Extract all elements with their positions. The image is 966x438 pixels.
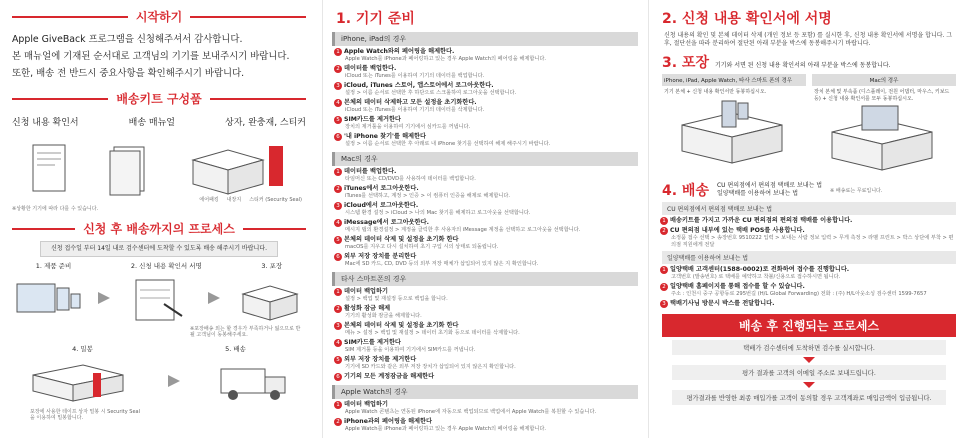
- down-arrow-icon: [803, 357, 815, 363]
- prep-step-title: 데이터를 백업한다.: [344, 65, 397, 72]
- prep-step-title: Apple Watch와의 페어링을 해제한다.: [344, 48, 455, 55]
- step-number-badge: 6: [334, 253, 342, 261]
- prep-step: [334, 133, 636, 148]
- intro-text: [0, 33, 318, 80]
- steps-bottom-illustrations: [6, 355, 312, 407]
- prep-step-title: 본체의 데이터 삭제 및 설정을 초기화 한다: [344, 322, 459, 329]
- step-label: 5. 배송: [225, 345, 246, 353]
- prep-step: [334, 373, 636, 381]
- prep-step-desc: 설정 > 이름 순서로 선택한 후 하단으로 스크롤하여 로그아웃을 선택합니다.: [345, 90, 517, 96]
- column-divider: [322, 0, 323, 438]
- document-illustration: [25, 141, 75, 196]
- sign-title: 2. 신청 내용 확인서에 서명: [662, 11, 832, 27]
- prep-step-desc: Apple Watch를 iPhone과 페어링하고 있는 경우 Apple Watch의 페어링을 해제합니다.: [345, 426, 547, 432]
- prep-step-desc: 설정 > 이름 순서로 선택한 후 아래로 내 iPhone 찾기를 선택하여 해제 해주시기 바랍니다.: [345, 141, 551, 147]
- final-step: 평가결과를 반영한 최종 매입가를 고객이 동의할 경우 고객계좌로 매입금액이 입금됩니다.: [672, 390, 946, 405]
- prep-step-title: 데이터를 백업한다.: [344, 168, 397, 175]
- step-label: 2. 신청 내용 확인서 서명: [130, 262, 202, 270]
- truck-illustration: [215, 359, 295, 403]
- prep-step: [334, 219, 636, 234]
- pack-case-header: Mac의 경우: [812, 74, 956, 86]
- prep-step: [334, 185, 636, 200]
- mac-pack-illustration: [812, 104, 952, 174]
- prep-step-desc: SIM 제거툴 등을 이용하여 기기에서 SIM카드를 꺼냅니다.: [345, 347, 476, 353]
- prep-step-desc: 설정 > 백업 및 재설정 등으로 백업을 합니다.: [345, 296, 448, 302]
- prep-step-title: iCloud, iTunes 스토어, 앱스토어에서 로그아웃한다.: [344, 82, 494, 89]
- step-label: 4. 밀봉: [72, 345, 93, 353]
- ilyang-item: 1 일양택배 고객센터(1588-0002)로 전화하여 접수를 진행합니다. 고객번호 (발송번호) 로 택배를 예약하고 착불/신용으로 접수하시면 됩니다.: [660, 266, 958, 281]
- cu-item: 1 배송키트를 가지고 가까운 CU 편의점의 편의점 택배를 이용합니다.: [660, 217, 958, 225]
- prep-step-desc: Apple Watch를 iPhone과 페어링하고 있는 경우 Apple Watch의 페어링을 해제합니다.: [345, 56, 547, 62]
- cu-header: CU 편의점에서 편의점 택배로 보내는 법: [662, 202, 956, 215]
- step-number-badge: 5: [334, 236, 342, 244]
- pack-desc: 기기와 서면 된 신청 내용 확인서의 아래 부분을 박스에 동봉합니다.: [714, 62, 891, 69]
- prep-step-title: 본체의 데이터 삭제하고 모든 설정을 초기화한다.: [344, 99, 477, 106]
- prep-step: [334, 99, 636, 114]
- prep-step: [334, 322, 636, 337]
- steps-top: [6, 261, 312, 270]
- prep-step: [334, 288, 636, 303]
- step-number-badge: 2: [334, 418, 342, 426]
- ilyang-item: 3 택배기사님 방문시 박스를 전달합니다.: [660, 300, 958, 308]
- ship-heading: [662, 180, 956, 200]
- pack-cases: [662, 74, 956, 178]
- step-number-badge: 5: [334, 116, 342, 124]
- step-number-badge: 2: [334, 185, 342, 193]
- kit-caption: 내장지: [226, 197, 242, 203]
- kit-captions: [16, 196, 302, 203]
- prep-step: [334, 168, 636, 183]
- box-illustration: [183, 138, 293, 196]
- prep-step-title: 활성화 잠금 해제: [344, 305, 391, 312]
- prep-step-desc: macOS를 지우고 다시 설치하여 초기 구입 시의 상태로 되돌립니다.: [345, 244, 499, 250]
- step-number-badge: 4: [334, 339, 342, 347]
- kit-illustrations: [10, 134, 308, 196]
- arrow-icon: [168, 375, 180, 387]
- intro-line: 또한, 배송 전 반드시 중요사항을 확인해주시기 바랍니다.: [12, 68, 245, 79]
- prep-group-header: 타사 스마트폰의 경우: [332, 272, 638, 286]
- prep-step: [334, 401, 636, 416]
- kit-note: ※상황한 기기에 따라 다를 수 있습니다.: [12, 206, 99, 212]
- prep-step-title: 외부 저장 장치를 분리한다: [344, 253, 417, 260]
- pack-title: 3. 포장: [662, 55, 709, 71]
- process-header: [12, 220, 306, 237]
- packing-illustration: [235, 274, 305, 322]
- step-number-badge: 6: [334, 373, 342, 381]
- prep-step: [334, 418, 636, 433]
- ilyang-header: 일양택배를 이용하여 보내는 법: [662, 251, 956, 264]
- pack-case-header: iPhone, iPad, Apple Watch, 타사 스마트 폰의 경우: [662, 74, 806, 86]
- intro-line: Apple GiveBack 프로그램을 신청해주셔서 감사합니다.: [12, 34, 243, 45]
- pack-case-mac: [812, 74, 956, 178]
- final-step: 택배가 검수센터에 도착하면 검수를 실시합니다.: [672, 340, 946, 355]
- prep-step-desc: Mac에 SD 카드, CD, DVD 등의 외부 저장 매체가 삽입되어 있지 않은 지 확인합니다.: [345, 261, 539, 267]
- prep-step-desc: 타임머신 또는 CD/DVD를 사용하여 데이터를 백업합니다.: [345, 176, 476, 182]
- prep-step-desc: iCloud 또는 iTunes를 이용하여 기기의 데이터를 삭제합니다.: [345, 107, 485, 113]
- prep-step-desc: 기기의 활성화 잠금을 해제합니다.: [345, 313, 422, 319]
- prep-step-desc: 메뉴 > 설정 > 백업 및 재설정 > 데이터 초기화 등으로 데이터를 삭제합니다.: [345, 330, 520, 336]
- ship-note: ※ 배송료는 무료입니다.: [830, 187, 883, 194]
- step-number-badge: 1: [334, 288, 342, 296]
- arrow-icon: [208, 292, 220, 304]
- pack-case-text: 기기 본체 + 신청 내용 확인서만 동봉하십시오.: [664, 89, 767, 95]
- signing-illustration: [124, 274, 194, 322]
- cu-item: 2 CU 편의점 내부에 있는 택배 POS를 사용합니다. 소정품 접수 선택 > 송장번호 9510222 입력 > 보내는 사람 정보 입력 > 무게 측정 > 라벨 프린트 > 박스 상단에 부착 > 편의점 직원에게 전달: [660, 227, 958, 249]
- prep-step: [334, 48, 636, 63]
- pack-note: ※포장배송 외는 할 경우가 부족하거나 잃으므로 반 될 고객님이 동봉해주세요.: [190, 326, 301, 338]
- ship-title: 4. 배송: [662, 183, 709, 199]
- prep-step: [334, 356, 636, 371]
- column-divider: [648, 0, 649, 438]
- kit-caption: 스티커 (Security Seal): [249, 197, 302, 203]
- step-label: 1. 제품 준비: [35, 262, 72, 270]
- ship-option: CU 편의점에서 편의점 택배로 보내는 법: [716, 182, 823, 189]
- pack-case-text: 장치 본체 및 부속품 (디스플레이, 전원 어댑터, 마우스, 키보드 등) + 신청 내용 확인서를 모두 동봉하십시오.: [814, 89, 950, 102]
- prep-step-title: 외부 저장 장치를 제거한다: [344, 356, 417, 363]
- prep-step-desc: 메시지 탭의 환경설정 > 계정을 클릭한 후 사용자의 iMessage 계정을 선택하고 로그아웃을 선택합니다.: [345, 227, 581, 233]
- prep-group-header: iPhone, iPad의 경우: [332, 32, 638, 46]
- steps-bottom: [6, 344, 312, 353]
- prep-step: [334, 305, 636, 320]
- step-number-badge: 2: [334, 65, 342, 73]
- prep-groups: [326, 32, 644, 433]
- step-number-badge: 4: [334, 219, 342, 227]
- seal-note: 포장에 사용한 테이프 상자 밀봉 시 Security Seal을 이용하여 밀봉합니다.: [30, 409, 140, 421]
- prep-step-title: SIM카드를 제거한다: [344, 339, 401, 346]
- kit-item-label: 신청 내용 확인서: [12, 118, 79, 128]
- prep-step: [334, 253, 636, 268]
- prep-step: [334, 82, 636, 97]
- prep-group-header: Mac의 경우: [332, 152, 638, 166]
- prep-step-desc: 장치의 제거툴을 이용하여 기기에서 심카드를 꺼냅니다.: [345, 124, 471, 130]
- prep-step: [334, 116, 636, 131]
- steps-top-illustrations: [6, 272, 312, 324]
- start-header: [12, 8, 306, 25]
- mobile-pack-illustration: [662, 97, 802, 167]
- step-number-badge: 3: [334, 322, 342, 330]
- process-title: 신청 후 배송까지의 프로세스: [83, 222, 235, 236]
- kit-labels: [12, 115, 306, 128]
- kit-header: [12, 90, 306, 107]
- arrow-icon: [98, 292, 110, 304]
- start-title: 시작하기: [135, 10, 183, 24]
- prep-group-header: Apple Watch의 경우: [332, 385, 638, 399]
- prep-step-title: 데이터 백업하기: [344, 401, 388, 408]
- prep-step-title: iCloud에서 로그아웃한다.: [344, 202, 419, 209]
- step-number-badge: 6: [334, 133, 342, 141]
- step-number-badge: 5: [334, 356, 342, 364]
- step-number-badge: 1: [334, 401, 342, 409]
- step-number-badge: 1: [334, 48, 342, 56]
- prep-step-desc: iTunes를 선택하고, 계정 > 인증 > 이 컴퓨터 인증을 해제로 해제합니다.: [345, 193, 511, 199]
- prep-step: [334, 65, 636, 80]
- manual-illustration: [104, 141, 154, 196]
- kit-item-label: 배송 매뉴얼: [128, 118, 175, 128]
- step-label: 3. 포장: [261, 262, 283, 270]
- step-number-badge: 2: [334, 305, 342, 313]
- column-start: [0, 0, 318, 438]
- intro-line: 본 매뉴얼에 기재된 순서대로 고객님의 기기를 보내주시기 바랍니다.: [12, 51, 290, 62]
- kit-title: 배송키트 구성품: [116, 92, 202, 106]
- ilyang-item: 2 일양택배 홈페이지를 통해 접수를 할 수 있습니다. 주소 : 인천시 중구 공항동로 295번길 (H/L Global Forwarding) 전화 : (주) H/L아웃소싱 검수센터 1599-7657: [660, 283, 958, 298]
- sealed-box-illustration: [23, 359, 133, 403]
- prep-step-title: SIM카드를 제거한다: [344, 116, 401, 123]
- prep-step-title: 데이터 백업하기: [344, 288, 388, 295]
- prep-step: [334, 339, 636, 354]
- sign-text: 신청 내용의 확인 및 본체 데이터 삭제 (개인 정보 등 포함) 를 실시한 후, 신청 내용 확인서에 서명을 합니다. 그 후, 절단선을 따라 분리하여 절단된 아래 부분을 박스에 동봉해주시기 바랍니다.: [664, 32, 953, 47]
- device-prep-title: 1. 기기 준비: [336, 11, 415, 27]
- devices-illustration: [13, 274, 83, 322]
- prep-step-title: '내 iPhone 찾기'를 해제한다: [344, 133, 426, 140]
- prep-step-title: 기기의 모든 계정잠금을 해제한다: [344, 373, 435, 380]
- step-number-badge: 3: [334, 202, 342, 210]
- prep-step-desc: Apple Watch 콘텐츠는 연동된 iPhone에 자동으로 백업되므로 백업에서 Apple Watch를 복원할 수 있습니다.: [345, 409, 597, 415]
- prep-step-title: iMessage에서 로그아웃한다.: [344, 219, 429, 226]
- kit-item-label: 상자, 완충재, 스티커: [225, 118, 306, 128]
- final-process-title: 배송 후 진행되는 프로세스: [662, 314, 956, 337]
- prep-step: [334, 202, 636, 217]
- ship-options: [717, 182, 822, 198]
- pack-case-mobile: [662, 74, 806, 178]
- prep-step-title: iTunes에서 로그아웃한다.: [344, 185, 419, 192]
- down-arrow-icon: [803, 382, 815, 388]
- column-device-prep: [326, 0, 644, 438]
- kit-caption: 에어패킹: [199, 197, 219, 203]
- column-sign-pack-ship: [652, 0, 966, 438]
- pack-heading: [662, 52, 956, 72]
- prep-step: [334, 236, 636, 251]
- process-box: 신청 접수일 부터 14일 내로 검수센터에 도착할 수 있도록 배송 해주시기 바랍니다.: [40, 241, 278, 257]
- prep-step-title: 본체의 데이터 삭제 및 설정을 초기화 한다: [344, 236, 459, 243]
- step-number-badge: 4: [334, 99, 342, 107]
- prep-step-desc: 시스템 환경 설정 > iCloud > 나의 Mac 찾기를 해제하고 로그아웃을 선택합니다.: [345, 210, 531, 216]
- final-step: 평가 결과를 고객의 이메일 주소로 보내드립니다.: [672, 365, 946, 380]
- ship-option: 일양택배를 이용하여 보내는 법: [716, 190, 799, 197]
- step-number-badge: 1: [334, 168, 342, 176]
- prep-step-desc: 기기에 SD 카드와 같은 외부 저장 장치가 삽입되어 있지 않은지 확인합니다.: [345, 364, 516, 370]
- step-number-badge: 3: [334, 82, 342, 90]
- prep-step-desc: iCloud 또는 iTunes를 이용하여 기기의 데이터를 백업합니다.: [345, 73, 485, 79]
- prep-step-title: iPhone과의 페어링을 해제한다: [344, 418, 432, 425]
